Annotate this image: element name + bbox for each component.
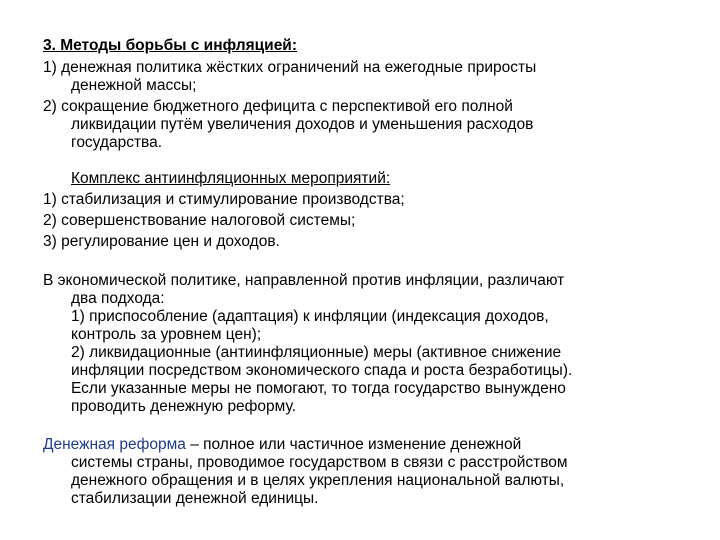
complex-item-1: 1) стабилизация и стимулирование производства; — [43, 191, 405, 208]
method-item-2-line-2: ликвидации путём увеличения доходов и уменьшения расходов — [71, 116, 534, 133]
reform-line-2: системы страны, проводимое государством в связи с расстройством — [71, 454, 568, 471]
method-item-1-line-1: 1) денежная политика жёстких ограничений на ежегодные приросты — [43, 59, 537, 76]
approaches-line-3: 1) приспособление (адаптация) к инфляции (индексация доходов, — [71, 308, 549, 325]
approaches-line-6: инфляции посредством экономического спада и роста безработицы). — [71, 362, 573, 379]
complex-item-3: 3) регулирование цен и доходов. — [43, 233, 280, 250]
complex-heading: Комплекс антиинфляционных мероприятий: — [71, 170, 391, 187]
approaches-line-5: 2) ликвидационные (антиинфляционные) меры (активное снижение — [71, 344, 562, 361]
reform-first-line — [43, 436, 521, 453]
reform-line-4: стабилизации денежной единицы. — [71, 490, 319, 507]
section-title: 3. Методы борьбы с инфляцией: — [43, 37, 298, 54]
reform-definition-start: – полное или частичное изменение денежной — [185, 436, 522, 453]
reform-line-3: денежного обращения и в целях укрепления национальной валюты, — [71, 472, 565, 489]
approaches-line-1: В экономической политике, направленной против инфляции, различают — [43, 272, 565, 289]
approaches-line-8: проводить денежную реформу. — [71, 398, 297, 415]
method-item-1-line-2: денежной массы; — [71, 77, 197, 94]
approaches-line-4: контроль за уровнем цен); — [71, 326, 262, 343]
reform-term: Денежная реформа — [43, 436, 186, 453]
approaches-line-2: два подхода: — [71, 290, 165, 307]
method-item-2-line-3: государства. — [71, 134, 163, 151]
approaches-line-7: Если указанные меры не помогают, то тогда государство вынуждено — [71, 380, 566, 397]
method-item-2-line-1: 2) сокращение бюджетного дефицита с перспективой его полной — [43, 98, 513, 115]
complex-item-2: 2) совершенствование налоговой системы; — [43, 212, 356, 229]
